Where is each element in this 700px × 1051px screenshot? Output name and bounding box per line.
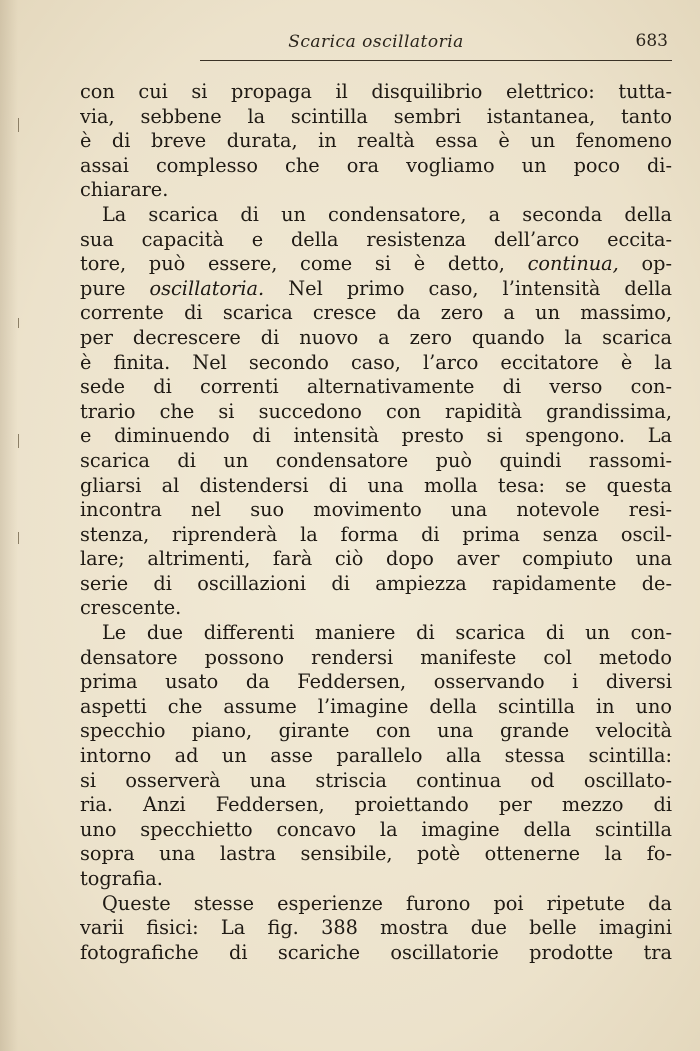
gutter-mark <box>18 434 19 448</box>
text-segment: pure <box>80 276 126 300</box>
text-line: La scarica di un condensatore, a seconda della <box>102 202 672 226</box>
text-segment: tore, può essere, come si è detto, <box>80 252 505 276</box>
text-line: densatore possono rendersi manifeste col metodo <box>80 645 672 669</box>
text-line: varii fisici: La fig. 388 mostra due belle imagini <box>80 916 672 940</box>
text-line: via, sebbene la scintilla sembri istantanea, tanto <box>80 104 672 128</box>
text-line: specchio piano, girante con una grande velocità <box>80 719 672 743</box>
text-line: fotografiche di scariche oscillatorie prodotte tra <box>80 940 672 964</box>
text-line: intorno ad un asse parallelo alla stessa scintilla: <box>80 744 672 768</box>
gutter-mark <box>18 532 19 544</box>
page-header <box>80 26 672 60</box>
text-line: uno specchietto concavo la imagine della scintilla <box>80 817 672 841</box>
text-segment: op- <box>641 252 672 276</box>
text-line: gliarsi al distendersi di una molla tesa: se questa <box>80 473 672 497</box>
text-line: sopra una lastra sensibile, potè ottenerne la fo- <box>80 842 672 866</box>
text-line: sua capacità e della resistenza dell’arco eccita- <box>80 227 672 251</box>
text-line: Le due differenti maniere di scarica di un con- <box>102 621 672 645</box>
text-line-mixed <box>80 277 672 302</box>
text-line: assai complesso che ora vogliamo un poco di- <box>80 153 672 177</box>
text-line: trario che si succedono con rapidità grandissima, <box>80 399 672 423</box>
page-number: 683 <box>635 31 668 51</box>
text-line-mixed <box>80 252 672 277</box>
text-segment: Nel primo caso, l’intensità della <box>288 276 672 300</box>
text-line: Queste stesse esperienze furono poi ripetute da <box>102 891 672 915</box>
text-line: con cui si propaga il disquilibrio elettrico: tutta- <box>80 80 672 103</box>
text-line: è finita. Nel secondo caso, l’arco eccitatore è la <box>80 350 672 374</box>
italic-term: oscillatoria. <box>149 276 265 300</box>
gutter-mark <box>18 318 19 328</box>
gutter-mark <box>18 118 19 132</box>
text-line: aspetti che assume l’imagine della scintilla in uno <box>80 694 672 718</box>
text-line: crescente. <box>80 596 182 620</box>
body-text <box>80 80 672 965</box>
text-line: sede di correnti alternativamente di verso con- <box>80 375 672 399</box>
text-line: chiarare. <box>80 178 169 202</box>
text-line: e diminuendo di intensità presto si spengono. La <box>80 424 672 448</box>
text-line: ria. Anzi Feddersen, proiettando per mezzo di <box>80 793 672 817</box>
text-line: serie di oscillazioni di ampiezza rapidamente de- <box>80 571 672 595</box>
text-line: prima usato da Feddersen, osservando i diversi <box>80 670 672 694</box>
text-line: per decrescere di nuovo a zero quando la scarica <box>80 325 672 349</box>
italic-term: continua, <box>527 252 619 276</box>
text-line: stenza, riprenderà la forma di prima senza oscil- <box>80 522 672 546</box>
text-line: si osserverà una striscia continua od oscillato- <box>80 768 672 792</box>
text-line: tografia. <box>80 867 163 890</box>
text-line: scarica di un condensatore può quindi rassomi- <box>80 448 672 472</box>
running-head: Scarica oscillatoria <box>288 32 464 52</box>
text-line: è di breve durata, in realtà essa è un fenomeno <box>80 129 672 153</box>
text-line: lare; altrimenti, farà ciò dopo aver compiuto una <box>80 547 672 571</box>
text-line: corrente di scarica cresce da zero a un massimo, <box>80 301 672 325</box>
text-line: incontra nel suo movimento una notevole resi- <box>80 498 672 522</box>
header-rule <box>200 60 672 61</box>
